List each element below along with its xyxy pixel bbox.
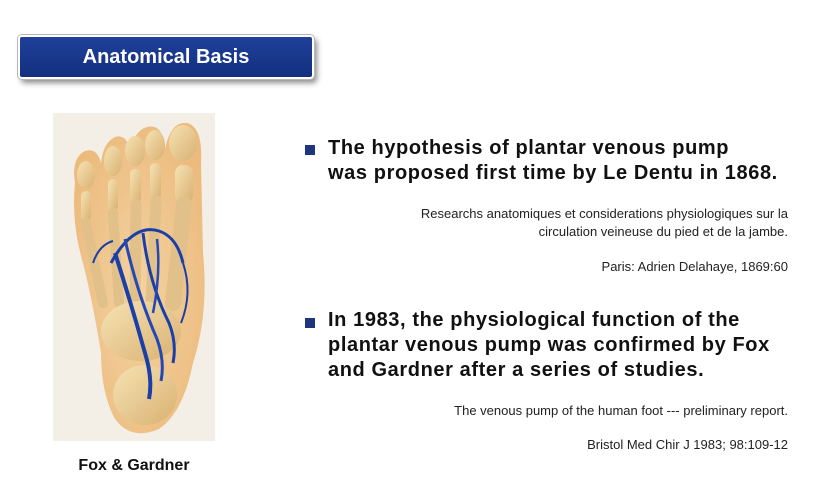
bullet-marker <box>305 318 315 328</box>
point-1-heading-line-1: The hypothesis of plantar venous pump <box>328 137 730 159</box>
foot-anatomy-image <box>53 113 215 441</box>
point-1-heading-line-2: was proposed first time by Le Dentu in 1868. <box>328 162 778 184</box>
point-2-heading <box>328 308 798 383</box>
point-1-reference <box>348 205 788 241</box>
point-2-citation: Bristol Med Chir J 1983; 98:109-12 <box>587 437 788 452</box>
point-2-reference: The venous pump of the human foot --- preliminary report. <box>454 403 788 418</box>
point-2-heading-line-2: plantar venous pump was confirmed by Fox <box>328 334 770 356</box>
figure-caption: Fox & Gardner <box>78 457 190 474</box>
point-1-ref-line-2: circulation veineuse du pied et de la jambe. <box>538 224 788 239</box>
point-1-heading <box>328 136 798 186</box>
foot-illustration <box>53 113 215 441</box>
bullet-marker <box>305 145 315 155</box>
point-1-citation: Paris: Adrien Delahaye, 1869:60 <box>601 259 788 274</box>
point-2-heading-line-3: and Gardner after a series of studies. <box>328 359 705 381</box>
point-2-heading-line-1: In 1983, the physiological function of the <box>328 309 740 331</box>
point-1-ref-line-1: Researchs anatomiques et considerations physiologiques sur la <box>420 206 788 221</box>
slide-title: Anatomical Basis <box>18 35 314 79</box>
